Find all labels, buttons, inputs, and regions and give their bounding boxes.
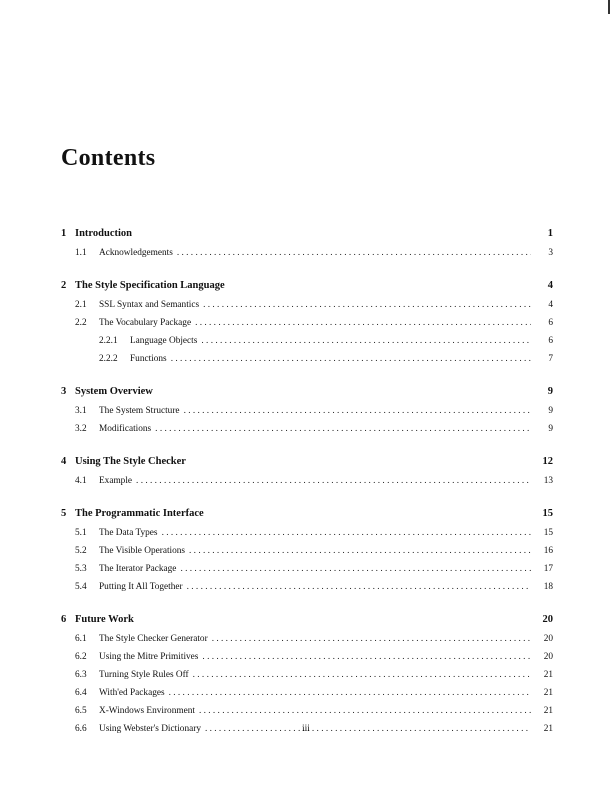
toc-chapter-page: 9 <box>547 386 553 397</box>
dot-leader <box>208 630 531 648</box>
toc-section-number: 5.1 <box>75 528 87 538</box>
toc-chapter-block <box>61 610 553 738</box>
toc-section-number: 1.1 <box>75 248 87 258</box>
toc-section-entry[interactable] <box>61 578 553 596</box>
toc-section-number: 6.3 <box>75 670 87 680</box>
toc-chapter-block <box>61 224 553 262</box>
dot-leader <box>173 244 531 262</box>
toc-section-title: Modifications <box>99 424 152 434</box>
toc-chapter-entry[interactable] <box>61 504 553 524</box>
dot-leader <box>185 542 531 560</box>
dot-leader <box>180 402 531 420</box>
toc-chapter-number: 2 <box>61 280 67 291</box>
toc-section-title: The Data Types <box>99 528 158 538</box>
toc-chapter-page: 12 <box>542 456 553 467</box>
toc-section-page: 4 <box>548 300 553 310</box>
toc-chapter-block <box>61 504 553 596</box>
dot-leader <box>165 684 531 702</box>
toc-section-page: 3 <box>548 248 553 258</box>
toc-section-entry[interactable] <box>61 314 553 332</box>
toc-section-title: Using the Mitre Primitives <box>99 652 199 662</box>
toc-section-entry[interactable] <box>61 560 553 578</box>
toc-section-entry[interactable] <box>61 630 553 648</box>
toc-section-number: 2.2.2 <box>99 354 118 364</box>
toc-section-page: 7 <box>548 354 553 364</box>
toc-section-title: SSL Syntax and Semantics <box>99 300 200 310</box>
toc-chapter-title: The Style Specification Language <box>75 280 225 291</box>
toc-chapter-title: Using The Style Checker <box>75 456 186 467</box>
toc-section-page: 17 <box>543 564 553 574</box>
toc-chapter-page: 4 <box>547 280 553 291</box>
toc-section-page: 13 <box>543 476 553 486</box>
toc-chapter-number: 4 <box>61 456 67 467</box>
toc-section-page: 15 <box>543 528 553 538</box>
toc-chapter-entry[interactable] <box>61 382 553 402</box>
toc-section-title: The Visible Operations <box>99 546 186 556</box>
dot-leader <box>151 420 531 438</box>
toc-chapter-number: 5 <box>61 508 67 519</box>
toc-section-page: 6 <box>548 318 553 328</box>
toc-section-number: 2.1 <box>75 300 87 310</box>
toc-section-page: 16 <box>543 546 553 556</box>
toc-section-title: Using Webster's Dictionary <box>99 724 201 734</box>
toc-section-title: Language Objects <box>130 336 198 346</box>
toc-section-page: 21 <box>543 670 553 680</box>
toc-section-entry[interactable] <box>61 472 553 490</box>
toc-section-entry[interactable] <box>61 684 553 702</box>
toc-chapter-entry[interactable] <box>61 224 553 244</box>
toc-section-page: 21 <box>543 724 553 734</box>
toc-section-entry[interactable] <box>61 402 553 420</box>
toc-chapter-block <box>61 452 553 490</box>
toc-section-title: X-Windows Environment <box>99 706 195 716</box>
toc-section-entry[interactable] <box>61 702 553 720</box>
dot-leader <box>195 702 531 720</box>
toc-section-number: 3.2 <box>75 424 87 434</box>
toc-chapter-title: Introduction <box>75 228 132 239</box>
toc-section-title: Putting It All Together <box>99 582 183 592</box>
toc-section-page: 21 <box>543 688 553 698</box>
toc-section-number: 5.4 <box>75 582 87 592</box>
dot-leader <box>132 472 531 490</box>
toc-chapter-page: 1 <box>547 228 553 239</box>
toc-section-title: The Iterator Package <box>99 564 177 574</box>
toc-section-title: Turning Style Rules Off <box>99 670 189 680</box>
toc-section-title: Functions <box>130 354 167 364</box>
toc-chapter-number: 6 <box>61 614 67 625</box>
toc-section-number: 6.6 <box>75 724 87 734</box>
toc-chapter-page: 15 <box>542 508 553 519</box>
toc-section-number: 6.4 <box>75 688 87 698</box>
dot-leader <box>176 560 531 578</box>
dot-leader <box>189 666 531 684</box>
toc-section-entry[interactable] <box>61 296 553 314</box>
toc-section-entry[interactable] <box>61 666 553 684</box>
dot-leader <box>167 350 531 368</box>
toc-chapter-title: System Overview <box>75 386 153 397</box>
toc-section-title: Acknowledgements <box>99 248 173 258</box>
toc-section-entry[interactable] <box>61 542 553 560</box>
toc-chapter-page: 20 <box>542 614 553 625</box>
dot-leader <box>198 648 531 666</box>
toc-chapter-block <box>61 382 553 438</box>
toc-chapter-entry[interactable] <box>61 276 553 296</box>
toc-section-page: 20 <box>543 652 553 662</box>
dot-leader <box>158 524 531 542</box>
page-number: iii <box>302 724 310 734</box>
toc-section-page: 6 <box>548 336 553 346</box>
toc-section-number: 5.2 <box>75 546 87 556</box>
toc-section-number: 6.2 <box>75 652 87 662</box>
toc-section-entry[interactable] <box>61 648 553 666</box>
toc-section-page: 18 <box>543 582 553 592</box>
toc-section-title: Example <box>99 476 133 486</box>
toc-section-page: 9 <box>548 424 553 434</box>
toc-subsection-entry[interactable] <box>61 332 553 350</box>
toc-chapter-entry[interactable] <box>61 610 553 630</box>
toc-chapter-entry[interactable] <box>61 452 553 472</box>
toc-chapter-number: 1 <box>61 228 67 239</box>
toc-chapter-title: The Programmatic Interface <box>75 508 204 519</box>
toc-section-entry[interactable] <box>61 420 553 438</box>
toc-section-page: 21 <box>543 706 553 716</box>
toc-chapter-block <box>61 276 553 368</box>
dot-leader <box>183 578 531 596</box>
page-edge-mark <box>608 0 610 14</box>
table-of-contents <box>61 224 553 752</box>
page-title: Contents <box>61 145 156 171</box>
toc-section-number: 5.3 <box>75 564 87 574</box>
toc-section-number: 6.1 <box>75 634 87 644</box>
toc-section-entry[interactable] <box>61 244 553 262</box>
toc-section-number: 2.2.1 <box>99 336 118 346</box>
toc-section-title: The System Structure <box>99 406 180 416</box>
toc-section-number: 2.2 <box>75 318 87 328</box>
toc-section-page: 20 <box>543 634 553 644</box>
toc-section-page: 9 <box>548 406 553 416</box>
toc-section-title: The Style Checker Generator <box>99 634 208 644</box>
toc-section-number: 3.1 <box>75 406 87 416</box>
toc-section-number: 4.1 <box>75 476 87 486</box>
toc-subsection-entry[interactable] <box>61 350 553 368</box>
dot-leader <box>197 332 531 350</box>
dot-leader <box>199 296 531 314</box>
dot-leader <box>191 314 531 332</box>
toc-section-title: With'ed Packages <box>99 688 165 698</box>
toc-chapter-number: 3 <box>61 386 67 397</box>
toc-chapter-title: Future Work <box>75 614 134 625</box>
toc-section-number: 6.5 <box>75 706 87 716</box>
toc-section-entry[interactable] <box>61 524 553 542</box>
toc-section-title: The Vocabulary Package <box>99 318 192 328</box>
